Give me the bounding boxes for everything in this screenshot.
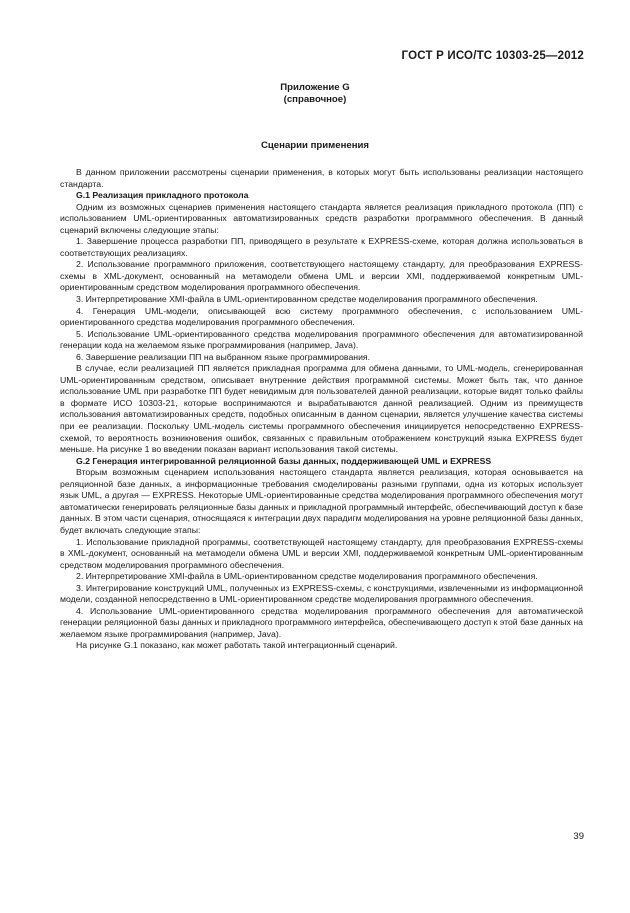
annex-heading [0, 82, 630, 106]
list-item: 5. Использование UML-ориентированного средства моделирования программного обеспечения для автоматизированной генерации кода на желаемом языке программирования (например, Java). [60, 328, 583, 351]
paragraph: Вторым возможным сценарием использования настоящего стандарта является реализация, которая основывается на реляционной базе данных, а информационные требования смоделированы разными группами, одна из которых использует язык UML, а другая — EXPRESS. Некоторые UML-ориентированные средства моделирования программного обеспечения могут автоматически генерировать реляционные базы данных и прикладной программный интерфейс, обеспечивающий доступ к базе данных. В этом части сценария, относящаяся к интеграции двух парадигм моделирования на уровне реляционной базы данных, будет включать следующие этапы: [60, 467, 583, 535]
paragraph: В случае, если реализацией ПП является прикладная программа для обмена данными, то UML-модель, сгенерированная UML-ориентированным средством, описывает внутренние действия программной системы. Может быть так, что данное использование UML при разработке ПП будет невидимым для пользователей данной реализации, которые видят только файлы в формате ИСО 10303-21, которые воспринимаются и вырабатываются данной реализацией. Одним из преимуществ использования автоматизированных средств, подобных описанным в данном сценарии, является улучшение качества системы при ее реализации. Поскольку UML-модель системы программного обеспечения инициируется непосредственно EXPRESS-схемой, то вероятность возникновения ошибок, связанных с правильным отображением конструкций языка EXPRESS будет меньше. На рисунке 1 во введении показан вариант использования такой системы. [60, 363, 583, 455]
page-number: 39 [573, 831, 584, 842]
list-item: 4. Использование UML-ориентированного средства моделирования программного обеспечения для автоматической генерации реляционной базы данных и прикладного программного интерфейса, обеспечивающего доступ к этой базе данных на желаемом языке программирования (например, Java). [60, 605, 583, 639]
paragraph: На рисунке G.1 показано, как может работать такой интеграционный сценарий. [76, 640, 398, 651]
document-header: ГОСТ Р ИСО/ТС 10303-25—2012 [401, 50, 584, 62]
annex-title: Приложение G [280, 82, 350, 93]
list-item: 1. Использование прикладной программы, соответствующей настоящему стандарту, для преобразования EXPRESS-схемы в XML-документ, основанный на метамодели обмена UML и версии XMI, поддерживаемой конкретным UML-ориентированным средством моделирования программного обеспечения. [60, 536, 583, 570]
list-item: 4. Генерация UML-модели, описывающей всю систему программного обеспечения, с использованием UML-ориентированного средства моделирования программного обеспечения. [60, 305, 583, 328]
list-item: 2. Использование программного приложения, соответствующего настоящему стандарту, для преобразования EXPRESS-схемы в XML-документ, основанный на метамодели обмена UML и версии XMI, поддерживаемой конкретным UML-ориентированным средством моделирования программного обеспечения. [60, 259, 583, 293]
paragraph: Одним из возможных сценариев применения настоящего стандарта является реализация прикладного протокола (ПП) с использованием UML-ориентированных автоматизированных средств разработки программного обеспечения. В данный сценарий включены следующие этапы: [60, 201, 583, 235]
list-item: 1. Завершение процесса разработки ПП, приводящего в результате к EXPRESS-схеме, которая должна использоваться в соответствующих реализациях. [60, 236, 583, 258]
section-title: Сценарии применения [260, 140, 370, 151]
list-item: 3. Интегрирование конструкций UML, полученных из EXPRESS-схемы, с конструкциями, извлеченными из информационной модели, созданной непосредственно в UML-ориентированном средстве моделирования программного обеспечения. [60, 582, 583, 605]
subsection-heading: G.2 Генерация интегрированной реляционной базы данных, поддерживающей UML и EXPRESS [76, 455, 492, 466]
subsection-heading: G.1 Реализация прикладного протокола [76, 190, 249, 201]
document-body [60, 167, 583, 652]
annex-note: (справочное) [283, 94, 347, 105]
list-item: 3. Интерпретирование XMI-файла в UML-ориентированном средстве моделирования программного обеспечения. [76, 294, 538, 305]
list-item: 2. Интерпретирование XMI-файла в UML-ориентированном средстве моделирования программного обеспечения. [76, 571, 538, 582]
list-item: 6. Завершение реализации ПП на выбранном языке программирования. [76, 351, 371, 362]
paragraph: В данном приложении рассмотрены сценарии применения, в которых могут быть использованы реализации настоящего стандарта. [60, 167, 583, 189]
